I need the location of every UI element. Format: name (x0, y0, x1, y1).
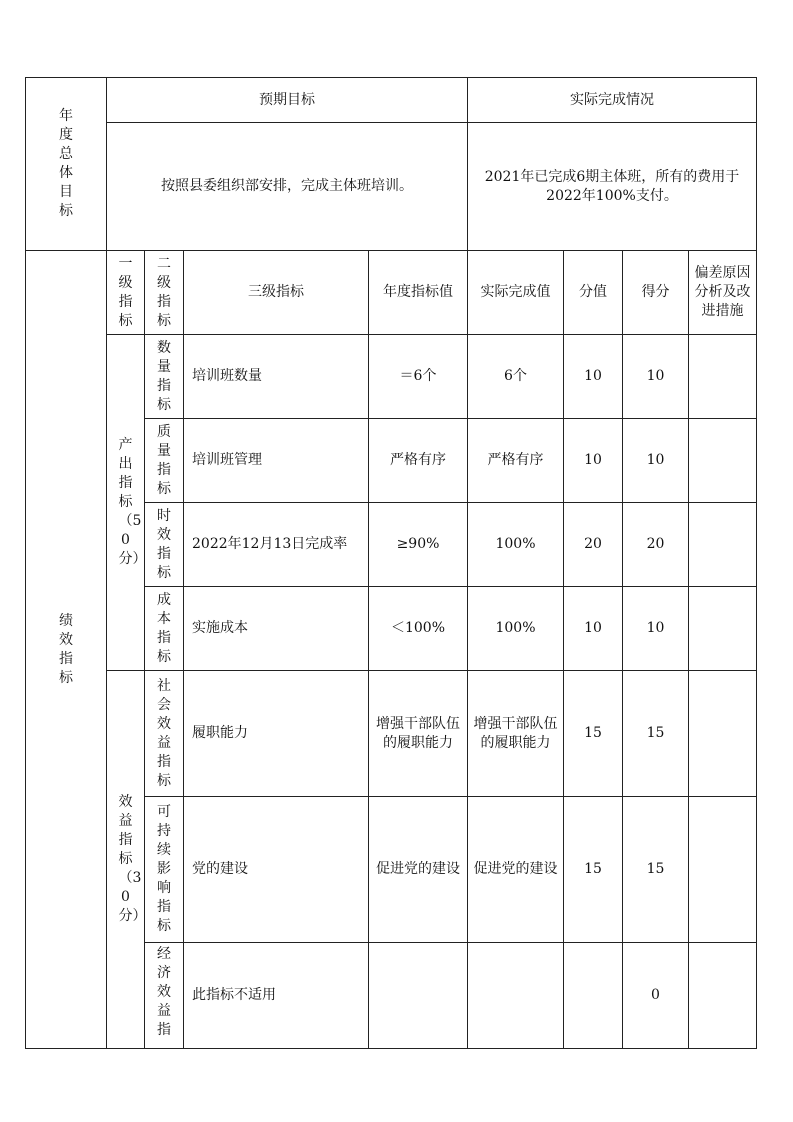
level3-cell: 2022年12月13日完成率 (184, 503, 369, 587)
actual-goal-header: 实际完成情况 (468, 78, 757, 123)
score-value-cell: 15 (564, 797, 623, 943)
performance-table (25, 77, 757, 1049)
score-cell: 20 (623, 503, 689, 587)
header-level3: 三级指标 (184, 251, 369, 335)
actual-cell (468, 943, 564, 1049)
level2-cell: 经济效益指 (145, 943, 184, 1049)
header-actual: 实际完成值 (468, 251, 564, 335)
level2-cell: 数量指标 (145, 335, 184, 419)
level3-cell: 实施成本 (184, 587, 369, 671)
score-value-cell: 10 (564, 335, 623, 419)
score-value-cell: 10 (564, 587, 623, 671)
level2-cell: 时效指标 (145, 503, 184, 587)
level3-cell: 培训班管理 (184, 419, 369, 503)
actual-cell: 6个 (468, 335, 564, 419)
actual-cell: 促进党的建设 (468, 797, 564, 943)
header-level1: 一级指标 (107, 251, 145, 335)
expected-goal-header: 预期目标 (107, 78, 468, 123)
table-row (26, 335, 757, 419)
target-cell: 增强干部队伍的履职能力 (369, 671, 468, 797)
indicators-label: 绩效指标 (26, 251, 107, 1049)
target-cell: ＜100% (369, 587, 468, 671)
score-cell: 10 (623, 335, 689, 419)
actual-cell: 增强干部队伍的履职能力 (468, 671, 564, 797)
level2-cell: 质量指标 (145, 419, 184, 503)
deviation-cell (689, 587, 757, 671)
deviation-cell (689, 503, 757, 587)
level2-cell: 成本指标 (145, 587, 184, 671)
level1-benefit: 效益指标（30分） (107, 671, 145, 1049)
actual-cell: 100% (468, 503, 564, 587)
actual-goal-text: 2021年已完成6期主体班，所有的费用于2022年100%支付。 (468, 123, 757, 251)
level3-cell: 此指标不适用 (184, 943, 369, 1049)
table-row (26, 671, 757, 797)
level1-output: 产出指标（50分） (107, 335, 145, 671)
deviation-cell (689, 671, 757, 797)
level3-cell: 履职能力 (184, 671, 369, 797)
deviation-cell (689, 943, 757, 1049)
target-cell: 严格有序 (369, 419, 468, 503)
level3-cell: 培训班数量 (184, 335, 369, 419)
header-score-value: 分值 (564, 251, 623, 335)
score-cell: 15 (623, 797, 689, 943)
level2-cell: 社会效益指标 (145, 671, 184, 797)
header-level2: 二级指标 (145, 251, 184, 335)
header-score: 得分 (623, 251, 689, 335)
actual-cell: 严格有序 (468, 419, 564, 503)
target-cell: ≥90% (369, 503, 468, 587)
header-target: 年度指标值 (369, 251, 468, 335)
level3-cell: 党的建设 (184, 797, 369, 943)
deviation-cell (689, 335, 757, 419)
annual-goal-label: 年度总体目标 (26, 78, 107, 251)
target-cell: 促进党的建设 (369, 797, 468, 943)
target-cell: ＝6个 (369, 335, 468, 419)
deviation-cell (689, 797, 757, 943)
header-deviation: 偏差原因分析及改进措施 (689, 251, 757, 335)
score-cell: 10 (623, 587, 689, 671)
score-value-cell: 15 (564, 671, 623, 797)
score-value-cell (564, 943, 623, 1049)
score-cell: 0 (623, 943, 689, 1049)
deviation-cell (689, 419, 757, 503)
level2-cell: 可持续影响指标 (145, 797, 184, 943)
expected-goal-text: 按照县委组织部安排，完成主体班培训。 (107, 123, 468, 251)
score-value-cell: 10 (564, 419, 623, 503)
score-cell: 15 (623, 671, 689, 797)
actual-cell: 100% (468, 587, 564, 671)
score-cell: 10 (623, 419, 689, 503)
target-cell (369, 943, 468, 1049)
score-value-cell: 20 (564, 503, 623, 587)
